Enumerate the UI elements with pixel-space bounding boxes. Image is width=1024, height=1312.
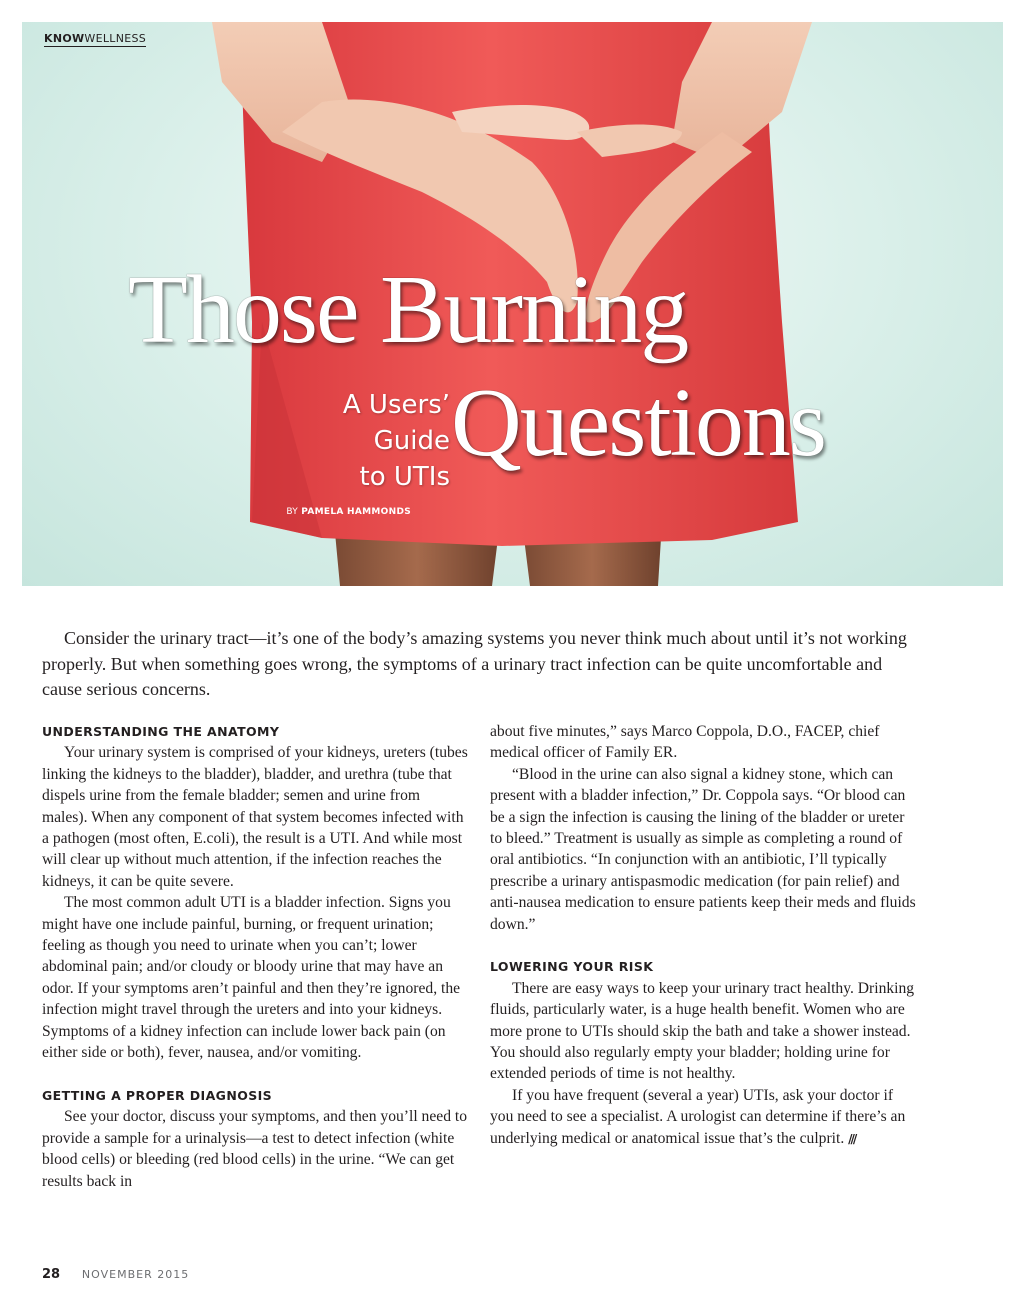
right-column [490,721,920,1150]
body-paragraph: The most common adult UTI is a bladder infection. Signs you might have one include painful, burning, or frequent urination; feeling as though you need to urinate when you can’t; lower abdominal pain; and/or cloudy or bloody urine that may have an odor. If your symptoms aren’t painful and then they’re ignored, the infection might travel through the ureters and into your kidneys. Symptoms of a kidney infection can include lower back pain (on either side or both), fever, nausea, and/or vomiting. [42,894,461,1062]
page-footer [42,1267,189,1282]
page-number: 28 [42,1267,61,1282]
section-heading: GETTING A PROPER DIAGNOSIS [42,1087,273,1103]
body-paragraph: See your doctor, discuss your symptoms, and then you’ll need to provide a sample for a urinalysis—a test to detect infection (white blood cells) or bleeding (red blood cells) in the urine. “We can get results back in [42,1108,468,1190]
lede-paragraph: Consider the urinary tract—it’s one of the body’s amazing systems you never think much about until it’s not working properly. But when something goes wrong, the symptoms of a urinary tract infection can be quite uncomfortable and cause serious concerns. [42,628,907,699]
subtitle-line: Guide [373,426,450,456]
end-mark: /// [848,1131,856,1146]
subtitle-line: to UTIs [359,462,450,492]
body-paragraph: Your urinary system is comprised of your kidneys, ureters (tubes linking the kidneys to the bladder), bladder, and urethra (tube that dispels urine from the female bladder; semen and urine from males). When any component of that system becomes infected with a pathogen (most often, E.coli), the result is a UTI. And while most will clear up without much attention, if the infection reaches the kidneys, it can be quite severe. [42,744,468,890]
section-heading: UNDERSTANDING THE ANATOMY [42,724,280,739]
author-name: PAMELA HAMMONDS [301,507,411,517]
issue-date: NOVEMBER 2015 [81,1268,190,1281]
body-paragraph: “Blood in the urine can also signal a kidney stone, which can present with a bladder infection,” Dr. Coppola says. “Or blood can be a sign the infection is causing the lining of the bladder or ureter to bleed.” Treatment is usually as simple as completing a round of oral antibiotics. “In conjunction with an antibiotic, I’ll typically prescribe a urinary antispasmodic medication (for pain relief) and anti-nausea medication to ensure patients keep their meds and fluids down.” [490,765,916,933]
byline: BY PAMELA HAMMONDS [286,507,411,517]
section-heading: LOWERING YOUR RISK [490,959,654,975]
subtitle-line: A Users’ [342,390,450,420]
body-paragraph: If you have frequent (several a year) UTIs, ask your doctor if you need to see a specialist. A urologist can determine if there’s an underlying medical or anatomical issue that’s the culprit. /// [490,1086,906,1147]
body-paragraph: There are easy ways to keep your urinary tract healthy. Drinking fluids, particularly water, is a huge health benefit. Women who are more prone to UTIs should skip the bath and take a shower instead. You should also regularly empty your bladder; holding urine for extended periods of time is not healthy. [490,979,915,1083]
left-column [42,721,468,1192]
section-tag: KNOWWELLNESS [44,32,147,45]
subtitle [260,387,450,495]
body-paragraph: about five minutes,” says Marco Coppola, D.O., FACEP, chief medical officer of Family ER. [490,723,880,762]
headline-line-1: Those Burning [128,256,688,364]
headline-line-2: Questions [451,369,825,477]
